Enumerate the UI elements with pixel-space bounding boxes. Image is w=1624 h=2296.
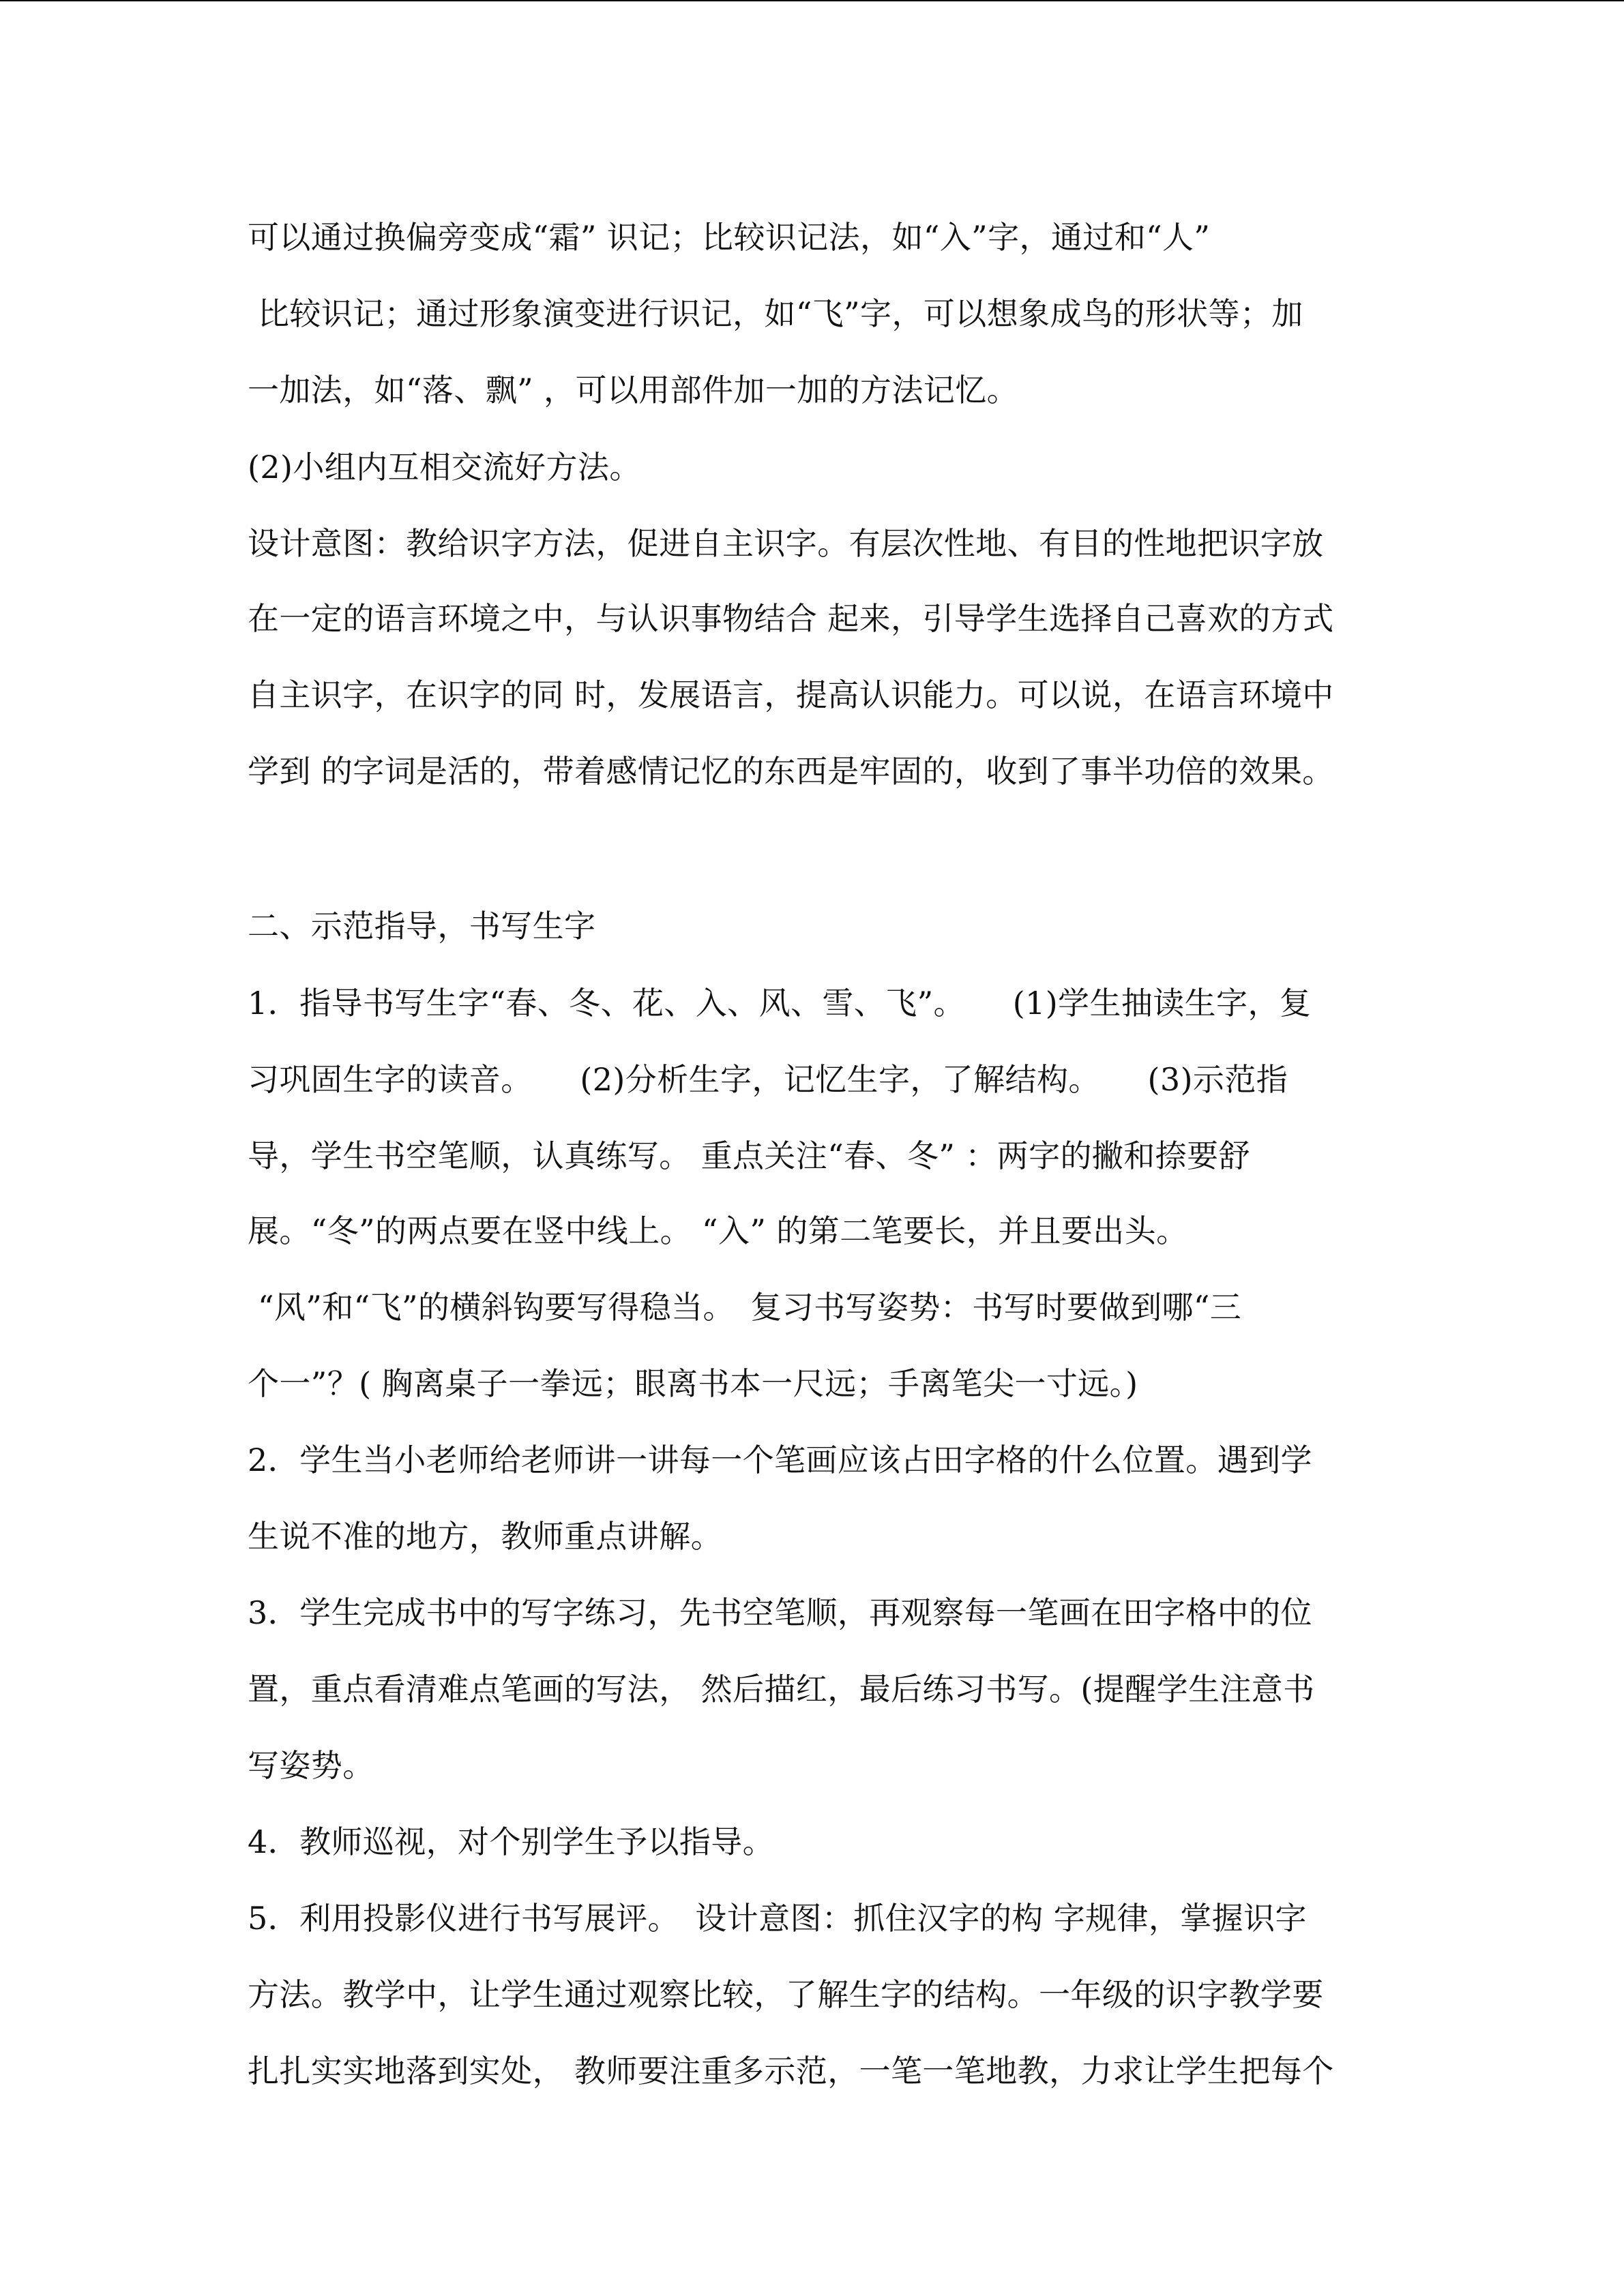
text-line: 5．利用投影仪进行书写展评。 设计意图：抓住汉字的构 字规律，掌握识字 xyxy=(248,1900,1307,1937)
text-line: 个一”？( 胸离桌子一拳远；眼离书本一尺远；手离笔尖一寸远。) xyxy=(248,1365,1138,1402)
text-line: 1．指导书写生字“春、冬、花、入、风、雪、飞”。 (1)学生抽读生字，复 xyxy=(248,985,1312,1022)
text-line: 3．学生完成书中的写字练习，先书空笔顺，再观察每一笔画在田字格中的位 xyxy=(248,1594,1312,1631)
text-line: 比较识记；通过形象演变进行识记，如“飞”字，可以想象成鸟的形状等；加 xyxy=(248,295,1303,332)
text-line: 学到 的字词是活的，带着感情记忆的东西是牢固的，收到了事半功倍的效果。 xyxy=(248,753,1334,790)
text-line: 置，重点看清难点笔画的写法， 然后描红，最后练习书写。(提醒学生注意书 xyxy=(248,1671,1315,1708)
text-line: 导，学生书空笔顺，认真练写。 重点关注“春、冬” ：两字的撇和捺要舒 xyxy=(248,1137,1250,1174)
text-line: 设计意图：教给识字方法，促进自主识字。有层次性地、有目的性地把识字放 xyxy=(248,525,1324,562)
text-line: 方法。教学中，让学生通过观察比较，了解生字的结构。一年级的识字教学要 xyxy=(248,1976,1324,2013)
text-line: 展。“冬”的两点要在竖中线上。 “入” 的第二笔要长，并且要出头。 xyxy=(248,1212,1188,1249)
text-line: 在一定的语言环境之中，与认识事物结合 起来，引导学生选择自己喜欢的方式 xyxy=(248,600,1334,637)
text-line: (2)小组内互相交流好方法。 xyxy=(248,449,641,486)
text-line: 2．学生当小老师给老师讲一讲每一个笔画应该占田字格的什么位置。遇到学 xyxy=(248,1442,1312,1478)
text-line: “风”和“飞”的横斜钩要写得稳当。 复习书写姿势：书写时要做到哪“三 xyxy=(248,1289,1242,1326)
section-heading: 二、示范指导，书写生字 xyxy=(248,908,596,944)
text-line: 一加法，如“落、飘” ，可以用部件加一加的方法记忆。 xyxy=(248,372,1019,408)
text-line: 自主识字，在识字的同 时，发展语言，提高认识能力。可以说，在语言环境中 xyxy=(248,676,1334,713)
text-line: 习巩固生字的读音。 (2)分析生字，记忆生字，了解结构。 (3)示范指 xyxy=(248,1061,1288,1098)
text-line: 扎扎实实地落到实处， 教师要注重多示范，一笔一笔地教，力求让学生把每个 xyxy=(248,2053,1334,2089)
text-line: 4．教师巡视，对个别学生予以指导。 xyxy=(248,1823,775,1860)
text-line: 生说不准的地方，教师重点讲解。 xyxy=(248,1518,722,1555)
text-line: 写姿势。 xyxy=(248,1747,374,1784)
text-line: 可以通过换偏旁变成“霜” 识记；比较识记法，如“入”字，通过和“人” xyxy=(248,219,1211,256)
